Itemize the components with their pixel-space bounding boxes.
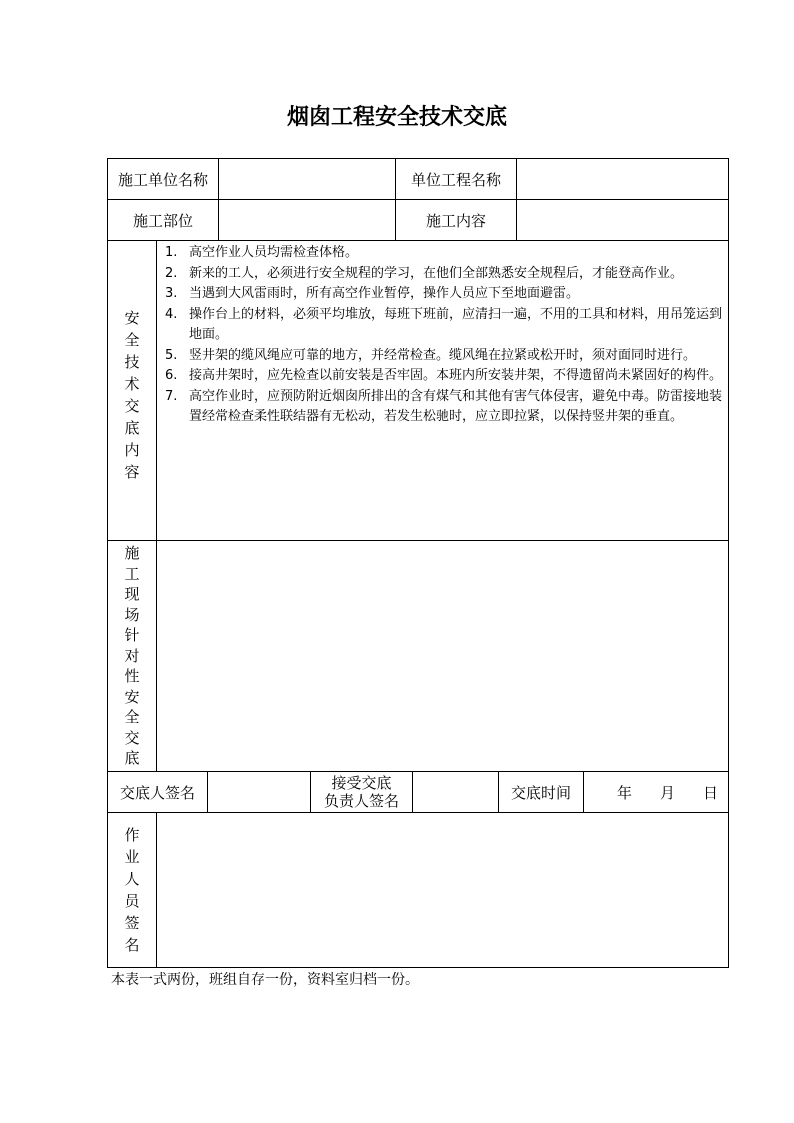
construction-content-label: 施工内容: [395, 199, 517, 241]
label-char: 全: [124, 331, 140, 349]
label-char: 技: [124, 353, 140, 371]
label-char: 交: [124, 728, 140, 747]
worker-signatures-field[interactable]: [156, 812, 729, 968]
label-char: 内: [124, 441, 140, 459]
list-item: 1. 高空作业人员均需检查体格。: [165, 245, 359, 260]
site-disclosure-field[interactable]: [156, 540, 729, 772]
label-char: 施: [124, 544, 140, 562]
unit-name-label: 施工单位名称: [107, 158, 219, 200]
construction-content-field[interactable]: [516, 199, 729, 241]
disclosure-form: [107, 158, 729, 968]
discloser-signature-label: 交底人签名: [107, 771, 208, 813]
label-char: 全: [124, 708, 140, 726]
label-char: 现: [124, 585, 140, 603]
label-char: 签: [124, 914, 140, 932]
receiver-signature-label: [310, 771, 413, 813]
label-char: 对: [124, 646, 140, 665]
label-char: 术: [124, 375, 140, 393]
disclosure-time-label: 交底时间: [498, 771, 584, 813]
label-char: 安: [124, 687, 140, 706]
label-char: 安: [124, 309, 140, 327]
project-name-label: 单位工程名称: [395, 158, 517, 200]
label-char: 交: [124, 397, 140, 415]
worker-signatures-label: [107, 812, 157, 968]
safety-content-body: [156, 240, 729, 541]
discloser-signature-field[interactable]: [207, 771, 311, 813]
footnote: 本表一式两份，班组自存一份，资料室归档一份。: [111, 972, 419, 988]
label-char: 业: [124, 848, 140, 866]
unit-name-field[interactable]: [218, 158, 396, 200]
list-item: 2. 新来的工人，必须进行安全规程的学习，在他们全部熟悉安全规程后，才能登高作业。: [165, 265, 684, 281]
label-char: 底: [124, 749, 140, 767]
list-item: 3. 当遇到大风雷雨时，所有高空作业暂停，操作人员应下至地面避雷。: [165, 286, 580, 301]
project-name-field[interactable]: [516, 158, 729, 200]
list-item: 4. 操作台上的材料，必须平均堆放，每班下班前，应清扫一遍，不用的工具和材料，用吊笼运到地面。: [165, 306, 723, 342]
day-label: 日: [702, 783, 718, 802]
list-item: 5. 竖井架的缆风绳应可靠的地方，并经常检查。缆风绳在拉紧或松开时，须对面同时进行。: [165, 347, 697, 363]
receiver-label-line1: 接受交底: [331, 774, 392, 792]
receiver-signature-field[interactable]: [412, 771, 499, 813]
label-char: 容: [124, 463, 140, 481]
label-char: 针: [124, 626, 140, 644]
label-char: 底: [124, 419, 140, 437]
construction-part-field[interactable]: [218, 199, 396, 241]
month-label: 月: [659, 783, 675, 802]
site-disclosure-label: [107, 540, 157, 772]
label-char: 作: [124, 826, 140, 844]
label-char: 人: [124, 870, 140, 888]
label-char: 名: [124, 936, 140, 954]
disclosure-date-field[interactable]: [583, 771, 729, 813]
receiver-label-line2: 负责人签名: [323, 792, 399, 810]
construction-part-label: 施工部位: [107, 199, 219, 241]
label-char: 员: [124, 892, 140, 910]
label-char: 性: [124, 667, 140, 685]
safety-items-list: [157, 241, 728, 428]
year-label: 年: [616, 783, 632, 802]
page-title: 烟囱工程安全技术交底: [286, 104, 507, 130]
list-item: 6. 接高井架时，应先检查以前安装是否牢固。本班内所安装井架，不得遗留尚未紧固好的构件。: [165, 368, 723, 383]
label-char: 场: [124, 605, 140, 624]
label-char: 工: [124, 564, 140, 583]
list-item: 7. 高空作业时，应预防附近烟囱所排出的含有煤气和其他有害气体侵害，避免中毒。防雷接地装置经常检查柔性联结器有无松动，若发生松驰时，应立即拉紧，以保持竖井架的垂直。: [165, 388, 723, 424]
safety-content-label: [107, 240, 157, 541]
